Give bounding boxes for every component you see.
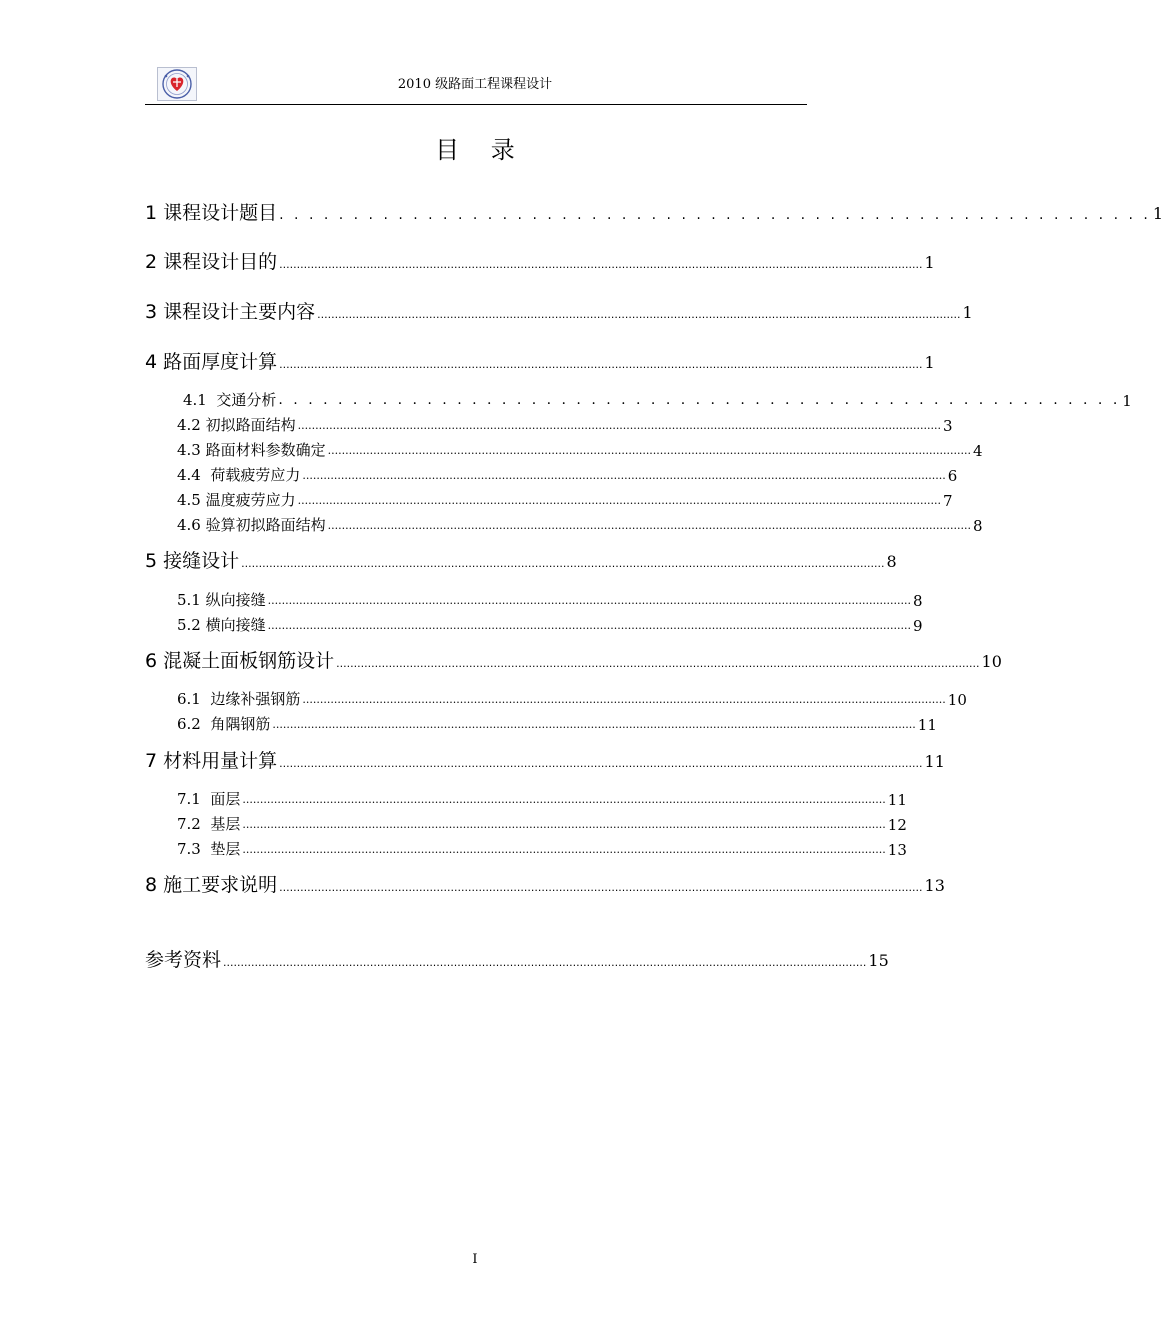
toc-page-number: 1: [924, 353, 935, 372]
toc-entry[interactable]: [177, 464, 958, 485]
toc-page-number: 6: [947, 467, 958, 485]
toc-entry-label: 参考资料: [145, 949, 222, 971]
toc-entry[interactable]: [145, 247, 935, 274]
toc-page-number: 1: [1122, 392, 1132, 410]
toc-entry-label: 4.5 温度疲劳应力: [177, 491, 296, 509]
dot-leader: ........................................................................................................................................................................................: [317, 308, 961, 321]
dot-leader: ........................................................................................................................................................................................: [267, 619, 911, 632]
dot-leader: ........................................................................................................................................................................................: [242, 793, 886, 806]
toc-entry-label: 2 课程设计目的: [145, 251, 278, 273]
page-header-title: 2010 级路面工程课程设计: [397, 77, 553, 92]
toc-entry[interactable]: [177, 713, 937, 734]
toc-entry[interactable]: [177, 838, 907, 859]
toc-entry[interactable]: [145, 198, 1163, 225]
dot-leader: ........................................................................................................................................................................................: [336, 657, 980, 670]
dot-leader: ........................................................................................................................................................................................: [302, 469, 946, 482]
toc-entry[interactable]: [177, 589, 923, 610]
toc-page-number: 11: [924, 752, 945, 771]
toc-page-number: 7: [943, 492, 953, 510]
toc-entry-label: 7.1 面层: [177, 790, 241, 808]
toc-entry[interactable]: [177, 439, 983, 460]
toc-page-number: 9: [913, 617, 923, 635]
toc-title: 目 录: [435, 136, 527, 164]
toc-page-number: 11: [917, 716, 937, 734]
toc-page-number: 15: [868, 951, 889, 970]
dot-leader: ........................................................................................................................................................................................: [327, 444, 971, 457]
page-number-footer: I: [472, 1252, 478, 1267]
toc-page-number: 1: [962, 303, 973, 322]
toc-entry-label: 8 施工要求说明: [145, 874, 278, 896]
toc-entry[interactable]: [145, 297, 973, 324]
toc-entry-label: 5 接缝设计: [145, 550, 240, 572]
toc-entry-label: 5.1 纵向接缝: [177, 591, 266, 609]
toc-entry[interactable]: [145, 646, 1002, 673]
toc-page-number: 4: [973, 442, 983, 460]
toc-page-number: 10: [981, 652, 1002, 671]
dot-leader: ........................................................................................................................................................................................: [242, 818, 886, 831]
toc-page-number: 11: [887, 791, 907, 809]
toc-entry[interactable]: [177, 514, 983, 535]
dot-leader: . . . . . . . . . . . . . . . . . . . . . . . . . . . . . . . . . . . . . . . . . . . . . . . . . . . . . . . . .: [278, 392, 1121, 408]
toc-entry[interactable]: [177, 489, 953, 510]
toc-entry-label: 4.4 荷载疲劳应力: [177, 466, 301, 484]
toc-entry-label: 4 路面厚度计算: [145, 351, 278, 373]
toc-entry[interactable]: [145, 546, 897, 573]
toc-entry[interactable]: [177, 813, 907, 834]
toc-page-number: 10: [947, 691, 967, 709]
dot-leader: ........................................................................................................................................................................................: [267, 594, 911, 607]
toc-page-number: 13: [887, 841, 907, 859]
toc-entry-label: 6.2 角隅钢筋: [177, 715, 271, 733]
toc-entry[interactable]: [177, 614, 923, 635]
toc-entry-label: 4.6 验算初拟路面结构: [177, 516, 326, 534]
toc-page-number: 3: [943, 417, 953, 435]
toc-entry[interactable]: [145, 746, 945, 773]
dot-leader: ........................................................................................................................................................................................: [279, 757, 923, 770]
toc-entry[interactable]: [177, 688, 967, 709]
toc-entry[interactable]: [145, 347, 935, 374]
dot-leader: ........................................................................................................................................................................................: [279, 258, 923, 271]
toc-entry-label: 4.3 路面材料参数确定: [177, 441, 326, 459]
toc-entry[interactable]: [145, 870, 945, 897]
toc-page-number: 1: [924, 253, 935, 272]
toc-page-number: 8: [913, 592, 923, 610]
dot-leader: ........................................................................................................................................................................................: [242, 843, 886, 856]
toc-page-number: 8: [973, 517, 983, 535]
dot-leader: . . . . . . . . . . . . . . . . . . . . . . . . . . . . . . . . . . . . . . . . . . . . . . . . . . . . . . . . . . .: [279, 207, 1151, 223]
header-divider: [145, 104, 807, 105]
toc-entry[interactable]: [183, 389, 1132, 410]
dot-leader: ........................................................................................................................................................................................: [297, 494, 941, 507]
toc-entry-label: 7 材料用量计算: [145, 750, 278, 772]
dot-leader: ........................................................................................................................................................................................: [297, 419, 941, 432]
toc-page-number: 13: [924, 876, 945, 895]
toc-entry-label: 7.2 基层: [177, 815, 241, 833]
toc-entry-label: 3 课程设计主要内容: [145, 301, 316, 323]
toc-entry-label: 4.1 交通分析: [183, 391, 277, 409]
dot-leader: ........................................................................................................................................................................................: [302, 693, 946, 706]
dot-leader: ........................................................................................................................................................................................: [272, 718, 916, 731]
toc-entry[interactable]: [145, 945, 889, 972]
dot-leader: ........................................................................................................................................................................................: [279, 358, 923, 371]
dot-leader: ........................................................................................................................................................................................: [279, 881, 923, 894]
toc-entry[interactable]: [177, 414, 953, 435]
toc-entry-label: 6 混凝土面板钢筋设计: [145, 650, 335, 672]
toc-page-number: 8: [886, 552, 897, 571]
dot-leader: ........................................................................................................................................................................................: [327, 519, 971, 532]
toc-entry-label: 4.2 初拟路面结构: [177, 416, 296, 434]
toc-page-number: 1: [1152, 204, 1163, 223]
dot-leader: ........................................................................................................................................................................................: [241, 557, 885, 570]
toc-page-number: 12: [887, 816, 907, 834]
dot-leader: ........................................................................................................................................................................................: [223, 956, 867, 969]
toc-entry[interactable]: [177, 788, 907, 809]
toc-entry-label: 6.1 边缘补强钢筋: [177, 690, 301, 708]
toc-entry-label: 1 课程设计题目: [145, 202, 278, 224]
toc-entry-label: 7.3 垫层: [177, 840, 241, 858]
toc-entry-label: 5.2 横向接缝: [177, 616, 266, 634]
